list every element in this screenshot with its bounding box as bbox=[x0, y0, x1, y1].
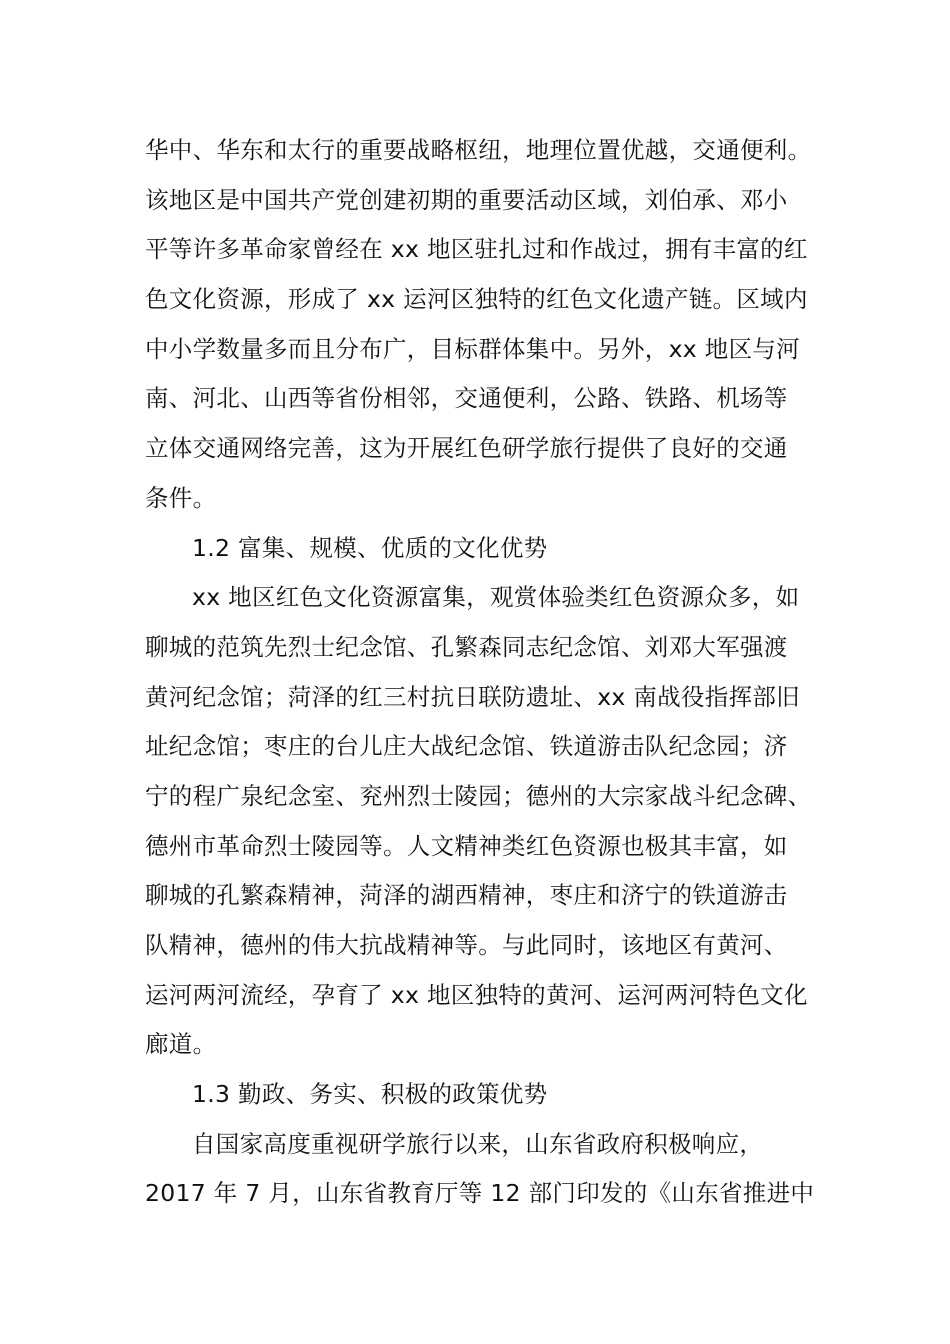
text-line: 黄河纪念馆；菏泽的红三村抗日联防遗址、xx 南战役指挥部旧 bbox=[145, 682, 800, 711]
text-line: xx 地区红色文化资源富集，观赏体验类红色资源众多，如 bbox=[192, 583, 800, 612]
text-line: 2017 年 7 月，山东省教育厅等 12 部门印发的《山东省推进中 bbox=[145, 1179, 815, 1208]
section-heading: 1.3 勤政、务实、积极的政策优势 bbox=[192, 1080, 548, 1109]
text-line: 该地区是中国共产党创建初期的重要活动区域，刘伯承、邓小 bbox=[145, 185, 788, 214]
text-line: 运河两河流经，孕育了 xx 地区独特的黄河、运河两河特色文化 bbox=[145, 980, 808, 1009]
text-line: 队精神，德州的伟大抗战精神等。与此同时，该地区有黄河、 bbox=[145, 931, 788, 959]
text-line: 址纪念馆；枣庄的台儿庄大战纪念馆、铁道游击队纪念园；济 bbox=[145, 732, 788, 761]
text-line: 中小学数量多而且分布广，目标群体集中。另外，xx 地区与河 bbox=[145, 334, 800, 363]
text-line: 聊城的孔繁森精神，菏泽的湖西精神，枣庄和济宁的铁道游击 bbox=[145, 881, 788, 910]
text-line: 华中、华东和太行的重要战略枢纽，地理位置优越，交通便利。 bbox=[145, 136, 812, 164]
text-line: 立体交通网络完善，这为开展红色研学旅行提供了良好的交通 bbox=[145, 434, 788, 463]
text-line: 宁的程广泉纪念室、兖州烈士陵园；德州的大宗家战斗纪念碑、 bbox=[145, 781, 812, 810]
section-heading: 1.2 富集、规模、优质的文化优势 bbox=[192, 533, 548, 562]
text-line: 聊城的范筑先烈士纪念馆、孔繁森同志纪念馆、刘邓大军强渡 bbox=[145, 632, 788, 661]
text-line: 德州市革命烈士陵园等。人文精神类红色资源也极其丰富，如 bbox=[145, 831, 788, 860]
text-line: 南、河北、山西等省份相邻，交通便利，公路、铁路、机场等 bbox=[145, 384, 788, 413]
text-line: 平等许多革命家曾经在 xx 地区驻扎过和作战过，拥有丰富的红 bbox=[145, 235, 808, 264]
document-body bbox=[145, 126, 845, 1219]
text-line: 自国家高度重视研学旅行以来，山东省政府积极响应， bbox=[192, 1129, 764, 1158]
text-line: 条件。 bbox=[145, 483, 217, 512]
text-line: 色文化资源，形成了 xx 运河区独特的红色文化遗产链。区域内 bbox=[145, 285, 808, 314]
text-line: 廊道。 bbox=[145, 1030, 217, 1059]
